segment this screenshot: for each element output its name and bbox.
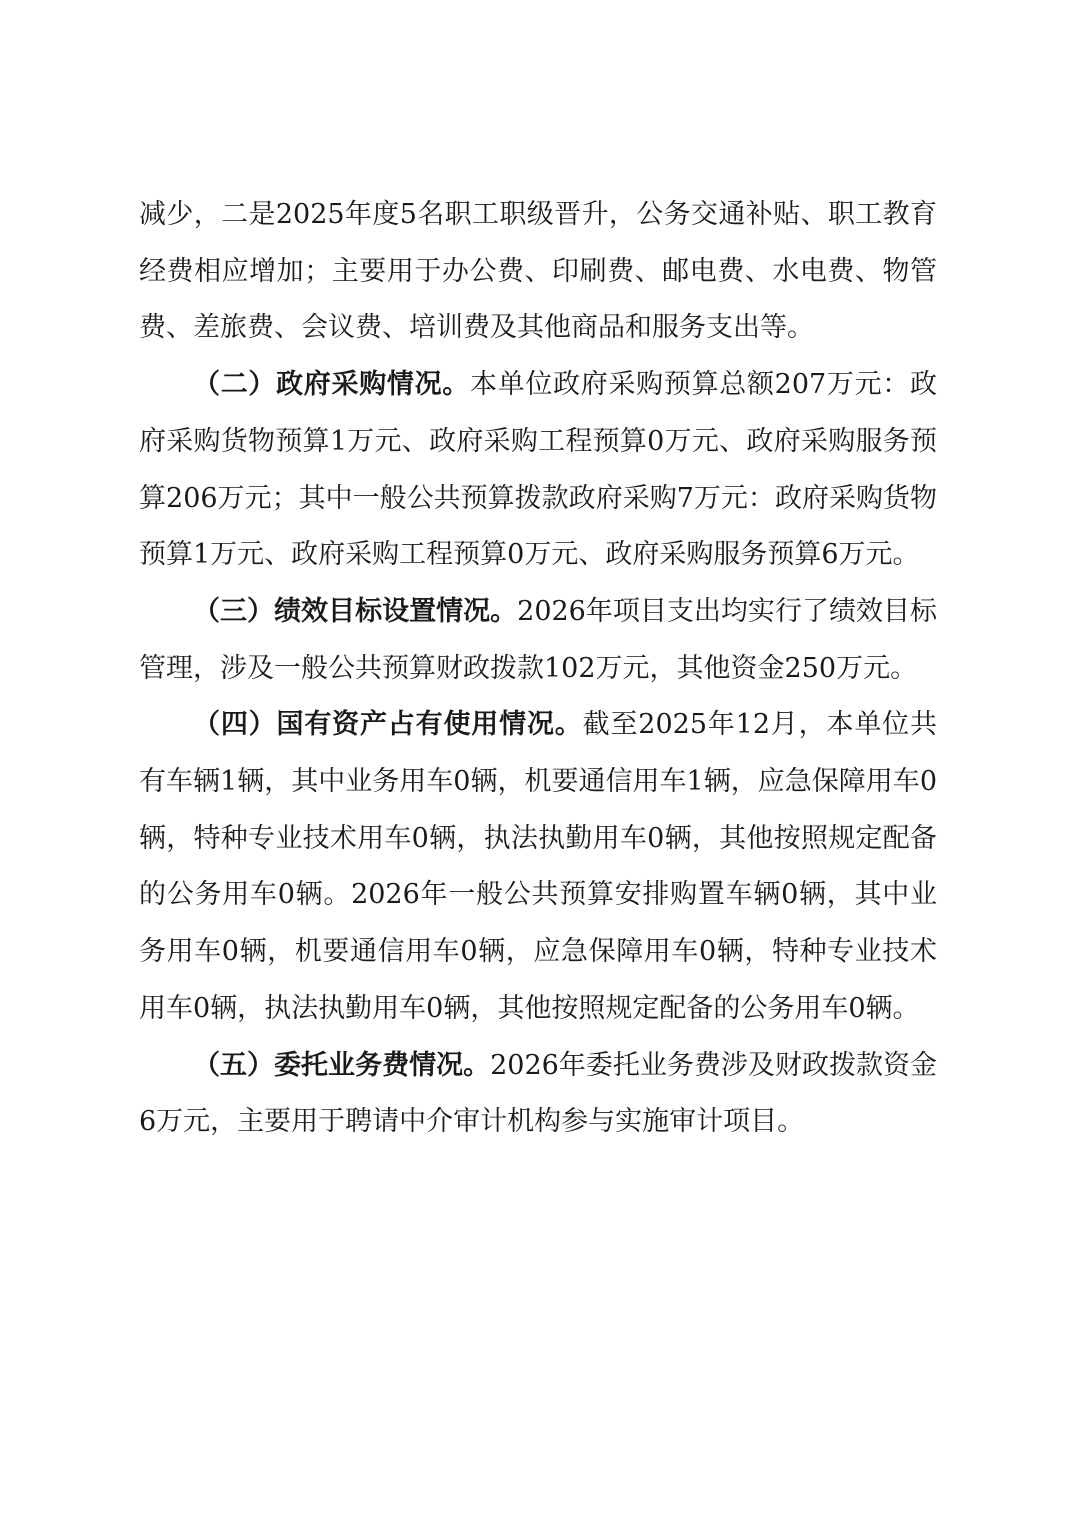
paragraph-body: 2026年委托业务费涉及财政拨款资金6万元，主要用于聘请中介审计机构参与实施审计项目。 [139, 1049, 937, 1138]
section-heading: （二）政府采购情况。 [193, 369, 470, 401]
paragraph-body: 截至2025年12月，本单位共有车辆1辆，其中业务用车0辆，机要通信用车1辆，应急保障用车0辆，特种专业技术用车0辆，执法执勤用车0辆，其他按照规定配备的公务用车0辆。2026年一般公共预算安排购置车辆0辆，其中业务用车0辆，机要通信用车0辆，应急保障用车0辆，特种专业技术用车0辆，执法执勤用车0辆，其他按照规定配备的公务用车0辆。 [139, 709, 937, 1024]
section-heading: （五）委托业务费情况。 [193, 1049, 491, 1081]
paragraph-government-procurement [139, 357, 937, 584]
document-page [139, 187, 937, 1151]
paragraph-entrusted-business [139, 1038, 937, 1151]
paragraph-body: 减少，二是2025年度5名职工职级晋升，公务交通补贴、职工教育经费相应增加；主要用于办公费、印刷费、邮电费、水电费、物管费、差旅费、会议费、培训费及其他商品和服务支出等。 [139, 199, 937, 344]
paragraph-state-assets [139, 697, 937, 1037]
section-heading: （三）绩效目标设置情况。 [193, 595, 518, 627]
paragraph-body: 2026年项目支出均实行了绩效目标管理，涉及一般公共预算财政拨款102万元，其他资金250万元。 [139, 595, 937, 684]
paragraph-body: 本单位政府采购预算总额207万元：政府采购货物预算1万元、政府采购工程预算0万元、政府采购服务预算206万元；其中一般公共预算拨款政府采购7万元：政府采购货物预算1万元、政府采购工程预算0万元、政府采购服务预算6万元。 [139, 369, 937, 571]
paragraph-continuation [139, 187, 937, 357]
section-heading: （四）国有资产占有使用情况。 [193, 709, 583, 741]
paragraph-performance-targets [139, 584, 937, 697]
